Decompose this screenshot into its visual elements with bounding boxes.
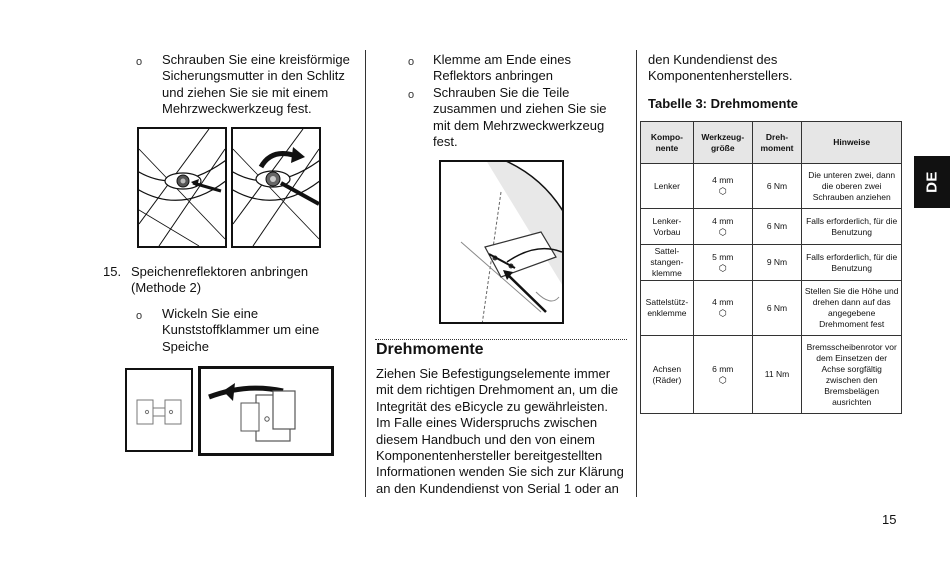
cell-torque: 9 Nm <box>752 245 802 281</box>
table-row <box>641 164 902 209</box>
step-number: 15. <box>103 264 122 279</box>
cell-note: Stellen Sie die Höhe und drehen dann auf das angegebene Drehmoment fest <box>802 281 902 336</box>
column-divider <box>636 50 637 497</box>
continuation-text: den Kundendienst des Komponentenherstellers. <box>648 52 793 84</box>
hex-key-icon: ⬡ <box>718 186 727 196</box>
table-row <box>641 336 902 414</box>
section-heading: Drehmomente <box>376 341 484 358</box>
torque-table <box>640 121 902 414</box>
cell-note: Die unteren zwei, dann die oberen zwei Schrauben anziehen <box>802 164 902 209</box>
figure-reflector-mounted <box>439 160 564 324</box>
cell-tool: 5 mm ⬡ <box>693 245 752 281</box>
cell-component: Sattelstütz-enklemme <box>641 281 694 336</box>
section-rule <box>375 339 627 340</box>
instruction-bullet: Wickeln Sie eine Kunststoffklammer um eine Speiche <box>162 306 320 354</box>
cell-torque: 6 Nm <box>752 281 802 336</box>
instruction-bullet: Schrauben Sie eine kreisförmige Sicherungsmutter in den Schlitz und ziehen Sie sie mit einem Mehrzweckwerkzeug fest. <box>162 52 350 117</box>
hex-key-icon: ⬡ <box>718 308 727 318</box>
cell-note: Falls erforderlich, für die Benutzung <box>802 209 902 245</box>
table-title: Tabelle 3: Drehmomente <box>648 96 799 111</box>
bullet-marker: o <box>408 89 415 101</box>
cell-component: Lenker-Vorbau <box>641 209 694 245</box>
cell-torque: 6 Nm <box>752 209 802 245</box>
figure-tighten-nut <box>231 127 321 248</box>
cell-note: Falls erforderlich, für die Benutzung <box>802 245 902 281</box>
language-tab: DE <box>914 156 950 208</box>
torque-intro-paragraph: Ziehen Sie Befestigungselemente immer mit dem richtigen Drehmoment an, um die Integrität des eBicycle zu gewährleisten. Im Falle eines Widerspruchs zwischen diesem Handbuch und den von einem Komponentenhersteller bereitgestellten Informationen wenden Sie sich zur Klärung an den Kundendienst von Serial 1 oder an <box>376 366 624 496</box>
column-header: Kompo-nente <box>641 122 694 164</box>
page-number: 15 <box>882 512 897 527</box>
figure-lock-nut <box>137 127 227 248</box>
hex-key-icon: ⬡ <box>718 262 727 273</box>
cell-tool: 4 mm ⬡ <box>693 164 752 209</box>
hex-key-icon: ⬡ <box>718 374 727 385</box>
instruction-bullet: Klemme am Ende eines Reflektors anbringen <box>433 52 572 84</box>
bullet-marker: o <box>408 56 415 68</box>
table-header-row <box>641 122 902 164</box>
table-row <box>641 281 902 336</box>
cell-component: Achsen (Räder) <box>641 336 694 414</box>
bullet-marker: o <box>136 310 143 322</box>
cell-tool: 4 mm ⬡ <box>693 209 752 245</box>
figure-wrap-clamp <box>198 366 334 456</box>
table-row <box>641 245 902 281</box>
cell-torque: 6 Nm <box>752 164 802 209</box>
column-header: Werkzeug-größe <box>693 122 752 164</box>
cell-component: Sattel-stangen-klemme <box>641 245 694 281</box>
cell-tool: 6 mm ⬡ <box>693 336 752 414</box>
step-title: Speichenreflektoren anbringen (Methode 2) <box>131 264 309 296</box>
column-header: Dreh-moment <box>752 122 802 164</box>
bullet-marker: o <box>136 56 143 68</box>
column-divider <box>365 50 366 497</box>
hex-key-icon: ⬡ <box>718 226 727 237</box>
instruction-bullet: Schrauben Sie die Teile zusammen und ziehen Sie sie mit dem Mehrzweckwerkzeug fest. <box>433 85 607 150</box>
table-row <box>641 209 902 245</box>
figure-plastic-clamp <box>125 368 193 452</box>
cell-component: Lenker <box>641 164 694 209</box>
cell-tool: 4 mm ⬡ <box>693 281 752 336</box>
cell-torque: 11 Nm <box>752 336 802 414</box>
column-header: Hinweise <box>802 122 902 164</box>
cell-note: Bremsscheibenrotor vor dem Einsetzen der Achse sorgfältig zwischen den Bremsbelägen ausrichten <box>802 336 902 414</box>
